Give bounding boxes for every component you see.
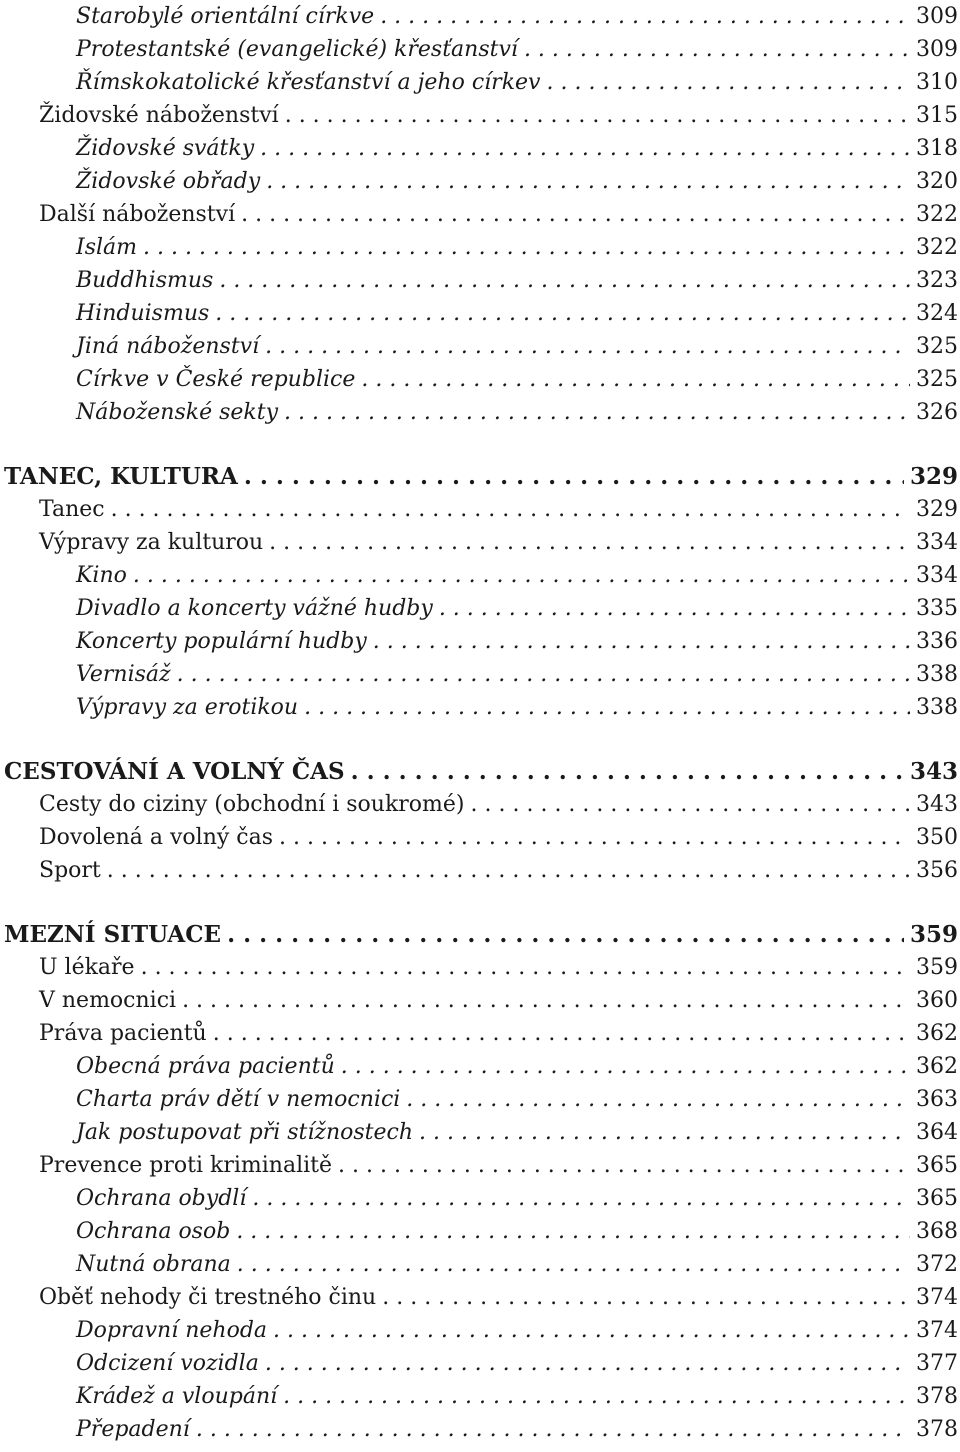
toc-entry-title: Ochrana osob (76, 1218, 231, 1244)
toc-entry-page-number: 356 (916, 857, 958, 883)
toc-entry-page-number: 338 (916, 694, 958, 720)
dot-leader (111, 499, 910, 521)
toc-entry (0, 984, 960, 1017)
dot-leader (524, 39, 910, 61)
toc-entry (0, 1281, 960, 1314)
toc-entry-page-number: 309 (916, 36, 958, 62)
toc-entry (0, 1017, 960, 1050)
toc-entry (0, 99, 960, 132)
toc-entry-page-number: 374 (916, 1284, 958, 1310)
dot-leader (236, 1221, 910, 1243)
toc-entry-page-number: 326 (916, 399, 958, 425)
toc-entry-page-number: 343 (909, 758, 958, 785)
toc-entry (0, 1347, 960, 1380)
dot-leader (338, 1155, 910, 1177)
toc-entry-title: Tanec (39, 496, 105, 522)
toc-entry-title: Krádež a vloupání (76, 1383, 278, 1409)
dot-leader (213, 1023, 910, 1045)
toc-section-heading (0, 755, 960, 788)
toc-entry (0, 165, 960, 198)
dot-leader (471, 794, 910, 816)
toc-entry-title: Protestantské (evangelické) křesťanství (76, 36, 518, 62)
toc-section-heading (0, 918, 960, 951)
dot-leader (380, 6, 910, 28)
toc-entry (0, 0, 960, 33)
toc-entry-title: Cesty do ciziny (obchodní i soukromé) (39, 791, 465, 817)
dot-leader (279, 827, 910, 849)
toc-entry (0, 821, 960, 854)
toc-entry-title: TANEC, KULTURA (4, 463, 238, 490)
toc-entry-title: Náboženské sekty (76, 399, 279, 425)
toc-entry-page-number: 338 (916, 661, 958, 687)
toc-entry (0, 198, 960, 231)
dot-leader (361, 369, 910, 391)
toc-entry-title: Římskokatolické křesťanství a jeho církev (76, 69, 541, 95)
toc-entry-page-number: 329 (916, 496, 958, 522)
toc-entry (0, 396, 960, 429)
dot-leader (304, 697, 910, 719)
toc-entry-page-number: 343 (916, 791, 958, 817)
toc-entry-title: Dopravní nehoda (76, 1317, 268, 1343)
toc-entry-page-number: 362 (916, 1053, 958, 1079)
toc-entry-page-number: 322 (916, 234, 958, 260)
toc-entry-page-number: 310 (916, 69, 958, 95)
toc-entry-page-number: 322 (916, 201, 958, 227)
toc-entry-page-number: 336 (916, 628, 958, 654)
toc-entry-page-number: 334 (916, 529, 958, 555)
toc-entry-page-number: 362 (916, 1020, 958, 1046)
toc-entry (0, 1116, 960, 1149)
dot-leader (266, 171, 910, 193)
toc-entry-title: V nemocnici (39, 987, 177, 1013)
toc-entry (0, 1248, 960, 1281)
toc-entry-title: Oběť nehody či trestného činu (39, 1284, 377, 1310)
dot-leader (241, 204, 910, 226)
dot-leader (419, 1122, 910, 1144)
toc-entry-title: Buddhismus (76, 267, 214, 293)
toc-entry-page-number: 360 (916, 987, 958, 1013)
toc-entry-page-number: 335 (916, 595, 958, 621)
toc-entry-page-number: 325 (916, 366, 958, 392)
toc-entry (0, 658, 960, 691)
toc-entry-page-number: 364 (916, 1119, 958, 1145)
toc-entry (0, 132, 960, 165)
dot-leader (133, 565, 910, 587)
toc-entry-page-number: 318 (916, 135, 958, 161)
dot-leader (219, 270, 910, 292)
dot-leader (177, 664, 910, 686)
toc-entry-title: Výpravy za kulturou (39, 529, 264, 555)
toc-entry-page-number: 365 (916, 1185, 958, 1211)
toc-entry-title: Ochrana obydlí (76, 1185, 247, 1211)
toc-entry-title: CESTOVÁNÍ A VOLNÝ ČAS (4, 758, 345, 785)
dot-leader (141, 957, 910, 979)
toc-entry (0, 297, 960, 330)
dot-leader (546, 72, 910, 94)
dot-leader (269, 532, 910, 554)
dot-leader (406, 1089, 910, 1111)
toc-entry-title: MEZNÍ SITUACE (4, 921, 222, 948)
dot-leader (351, 760, 904, 783)
toc-entry-page-number: 378 (916, 1416, 958, 1442)
toc-entry-page-number: 334 (916, 562, 958, 588)
dot-leader (341, 1056, 910, 1078)
toc-entry (0, 363, 960, 396)
dot-leader (182, 990, 910, 1012)
toc-entry (0, 1215, 960, 1248)
toc-entry (0, 559, 960, 592)
toc-entry (0, 1182, 960, 1215)
toc-entry-title: Jiná náboženství (76, 333, 260, 359)
toc-entry-title: Výpravy za erotikou (76, 694, 299, 720)
toc-entry-title: Dovolená a volný čas (39, 824, 274, 850)
toc-entry-page-number: 320 (916, 168, 958, 194)
toc-entry-title: Prevence proti kriminalitě (39, 1152, 333, 1178)
toc-entry-title: Další náboženství (39, 201, 236, 227)
toc-entry (0, 788, 960, 821)
toc-entry-page-number: 365 (916, 1152, 958, 1178)
toc-entry (0, 1149, 960, 1182)
toc-entry-title: Islám (76, 234, 137, 260)
dot-leader (143, 237, 910, 259)
dot-leader (107, 860, 910, 882)
toc-entry (0, 951, 960, 984)
dot-leader (273, 1320, 910, 1342)
toc-entry-title: Práva pacientů (39, 1020, 207, 1046)
dot-leader (373, 631, 910, 653)
toc-entry (0, 264, 960, 297)
toc-entry (0, 854, 960, 887)
dot-leader (252, 1188, 910, 1210)
dot-leader (215, 303, 910, 325)
toc-entry (0, 1380, 960, 1413)
toc-entry (0, 330, 960, 363)
toc-entry (0, 33, 960, 66)
dot-leader (237, 1254, 910, 1276)
dot-leader (265, 1353, 910, 1375)
toc-section-heading (0, 460, 960, 493)
toc-entry (0, 691, 960, 724)
toc-entry-page-number: 363 (916, 1086, 958, 1112)
toc-entry-page-number: 324 (916, 300, 958, 326)
dot-leader (283, 1386, 910, 1408)
toc-entry-title: Sport (39, 857, 101, 883)
toc-entry-title: Židovské svátky (76, 135, 255, 161)
dot-leader (284, 402, 910, 424)
toc-entry-page-number: 378 (916, 1383, 958, 1409)
toc-entry-title: Nutná obrana (76, 1251, 231, 1277)
toc-entry-page-number: 325 (916, 333, 958, 359)
toc-entry (0, 493, 960, 526)
toc-entry-page-number: 374 (916, 1317, 958, 1343)
toc-entry-page-number: 377 (916, 1350, 958, 1376)
toc-entry-title: Kino (76, 562, 127, 588)
toc-entry-title: Přepadení (76, 1416, 190, 1442)
toc-entry (0, 1413, 960, 1446)
toc-entry-title: Židovské obřady (76, 168, 261, 194)
toc-entry-title: Koncerty populární hudby (76, 628, 367, 654)
dot-leader (265, 336, 910, 358)
toc-entry (0, 231, 960, 264)
toc-entry (0, 1083, 960, 1116)
dot-leader (260, 138, 910, 160)
toc-entry-page-number: 359 (916, 954, 958, 980)
toc-entry-page-number: 350 (916, 824, 958, 850)
toc-entry-title: Židovské náboženství (39, 102, 279, 128)
toc-entry-title: Hinduismus (76, 300, 210, 326)
toc-entry-page-number: 309 (916, 3, 958, 29)
toc-entry-title: Obecná práva pacientů (76, 1053, 335, 1079)
dot-leader (439, 598, 910, 620)
dot-leader (244, 465, 904, 488)
toc-entry-page-number: 315 (916, 102, 958, 128)
toc-entry-page-number: 359 (909, 921, 958, 948)
dot-leader (285, 105, 910, 127)
dot-leader (382, 1287, 910, 1309)
toc-entry-title: Divadlo a koncerty vážné hudby (76, 595, 433, 621)
toc-entry-title: Charta práv dětí v nemocnici (76, 1086, 401, 1112)
toc-entry (0, 526, 960, 559)
toc-entry (0, 66, 960, 99)
toc-entry-title: U lékaře (39, 954, 135, 980)
toc-entry (0, 1314, 960, 1347)
toc-entry-title: Starobylé orientální církve (76, 3, 375, 29)
toc-entry-page-number: 372 (916, 1251, 958, 1277)
toc-entry (0, 625, 960, 658)
toc-entry-page-number: 368 (916, 1218, 958, 1244)
toc-entry-title: Odcizení vozidla (76, 1350, 259, 1376)
toc-entry-title: Vernisáž (76, 661, 171, 687)
toc-entry-page-number: 323 (916, 267, 958, 293)
toc-entry (0, 1050, 960, 1083)
dot-leader (227, 923, 904, 946)
toc-entry-title: Jak postupovat při stížnostech (76, 1119, 414, 1145)
toc-entry-title: Církve v České republice (76, 366, 356, 392)
dot-leader (196, 1419, 910, 1441)
toc-entry-page-number: 329 (909, 463, 958, 490)
toc-entry (0, 592, 960, 625)
